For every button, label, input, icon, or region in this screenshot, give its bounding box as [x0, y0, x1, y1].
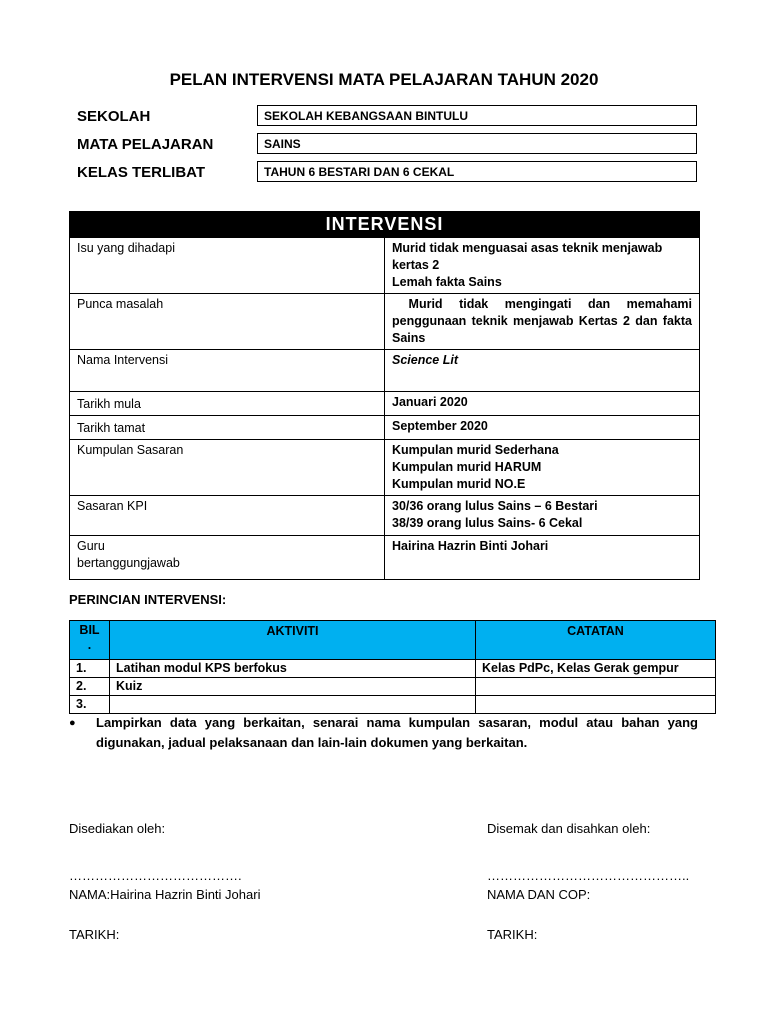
kpi-line-1: 30/36 orang lulus Sains – 6 Bestari: [392, 499, 598, 513]
nama-intervensi-value: Science Lit: [385, 350, 700, 392]
sasaran-kpi-row: [70, 496, 700, 536]
isu-line-2: Lemah fakta Sains: [392, 275, 502, 289]
disediakan-signature-line: ………………………………….: [69, 868, 242, 883]
kelas-terlibat-label: KELAS TERLIBAT: [77, 164, 206, 181]
disemak-nama-cop: NAMA DAN COP:: [487, 887, 591, 902]
bil-cell: 2.: [70, 678, 110, 696]
bil-cell: 3.: [70, 696, 110, 714]
tarikh-mula-value: Januari 2020: [385, 392, 700, 416]
disemak-tarikh: TARIKH:: [487, 927, 538, 942]
table-row: [70, 696, 716, 714]
guru-row: [70, 536, 700, 580]
disemak-heading: Disemak dan disahkan oleh:: [487, 821, 651, 836]
bil-header-dot: .: [87, 638, 92, 652]
disediakan-tarikh: TARIKH:: [69, 927, 120, 942]
bil-cell: 1.: [70, 660, 110, 678]
tarikh-mula-row: [70, 392, 700, 416]
kumpulan-line-2: Kumpulan murid HARUM: [392, 460, 542, 474]
guru-label-line-2: bertanggungjawab: [77, 556, 180, 570]
page-title: PELAN INTERVENSI MATA PELAJARAN TAHUN 2020: [169, 70, 599, 89]
kumpulan-sasaran-label: Kumpulan Sasaran: [70, 440, 385, 496]
kpi-line-2: 38/39 orang lulus Sains- 6 Cekal: [392, 516, 583, 530]
guru-label: [70, 536, 385, 580]
perincian-heading: PERINCIAN INTERVENSI:: [69, 592, 227, 607]
aktiviti-table: [69, 620, 716, 714]
catatan-header: CATATAN: [476, 621, 716, 660]
tarikh-tamat-label: Tarikh tamat: [70, 416, 385, 440]
lampiran-note: [69, 713, 698, 753]
tarikh-tamat-value: September 2020: [385, 416, 700, 440]
tarikh-mula-label: Tarikh mula: [70, 392, 385, 416]
aktiviti-cell: Latihan modul KPS berfokus: [110, 660, 476, 678]
intervensi-table: [69, 211, 700, 580]
bullet-icon: ●: [69, 717, 76, 729]
aktiviti-header-row: [70, 621, 716, 660]
mata-pelajaran-field: SAINS: [257, 133, 697, 154]
catatan-cell: [476, 678, 716, 696]
aktiviti-cell: [110, 696, 476, 714]
disediakan-nama: NAMA:Hairina Hazrin Binti Johari: [69, 887, 261, 902]
kelas-terlibat-field: TAHUN 6 BESTARI DAN 6 CEKAL: [257, 161, 697, 182]
kumpulan-sasaran-row: [70, 440, 700, 496]
sekolah-field: SEKOLAH KEBANGSAAN BINTULU: [257, 105, 697, 126]
disediakan-heading: Disediakan oleh:: [69, 821, 166, 836]
punca-label: Punca masalah: [70, 294, 385, 350]
kumpulan-line-1: Kumpulan murid Sederhana: [392, 443, 559, 457]
sekolah-label: SEKOLAH: [77, 108, 151, 125]
sasaran-kpi-value: [385, 496, 700, 536]
punca-row: [70, 294, 700, 350]
bil-header-text: BIL: [79, 623, 100, 637]
disemak-signature-line: ………………………………………..: [487, 868, 690, 883]
nama-intervensi-row: [70, 350, 700, 392]
catatan-cell: [476, 696, 716, 714]
catatan-cell: Kelas PdPc, Kelas Gerak gempur: [476, 660, 716, 678]
kumpulan-sasaran-value: [385, 440, 700, 496]
isu-row: [70, 238, 700, 294]
isu-line-1: Murid tidak menguasai asas teknik menjawab kertas 2: [392, 241, 663, 272]
intervensi-header: INTERVENSI: [70, 212, 700, 238]
guru-value: Hairina Hazrin Binti Johari: [385, 536, 700, 580]
aktiviti-cell: Kuiz: [110, 678, 476, 696]
sasaran-kpi-label: Sasaran KPI: [70, 496, 385, 536]
guru-label-line-1: Guru: [77, 539, 105, 553]
lampiran-note-text: Lampirkan data yang berkaitan, senarai nama kumpulan sasaran, modul atau bahan yang digunakan, jadual pelaksanaan dan lain-lain dokumen yang berkaitan.: [96, 715, 698, 750]
kumpulan-line-3: Kumpulan murid NO.E: [392, 477, 526, 491]
isu-label: Isu yang dihadapi: [70, 238, 385, 294]
nama-intervensi-label: Nama Intervensi: [70, 350, 385, 392]
mata-pelajaran-label: MATA PELAJARAN: [77, 136, 214, 153]
isu-value: [385, 238, 700, 294]
table-row: [70, 660, 716, 678]
aktiviti-header: AKTIVITI: [110, 621, 476, 660]
bil-header: [70, 621, 110, 660]
tarikh-tamat-row: [70, 416, 700, 440]
table-row: [70, 678, 716, 696]
punca-value: Murid tidak mengingati dan memahami penggunaan teknik menjawab Kertas 2 dan fakta Sains: [385, 294, 700, 350]
